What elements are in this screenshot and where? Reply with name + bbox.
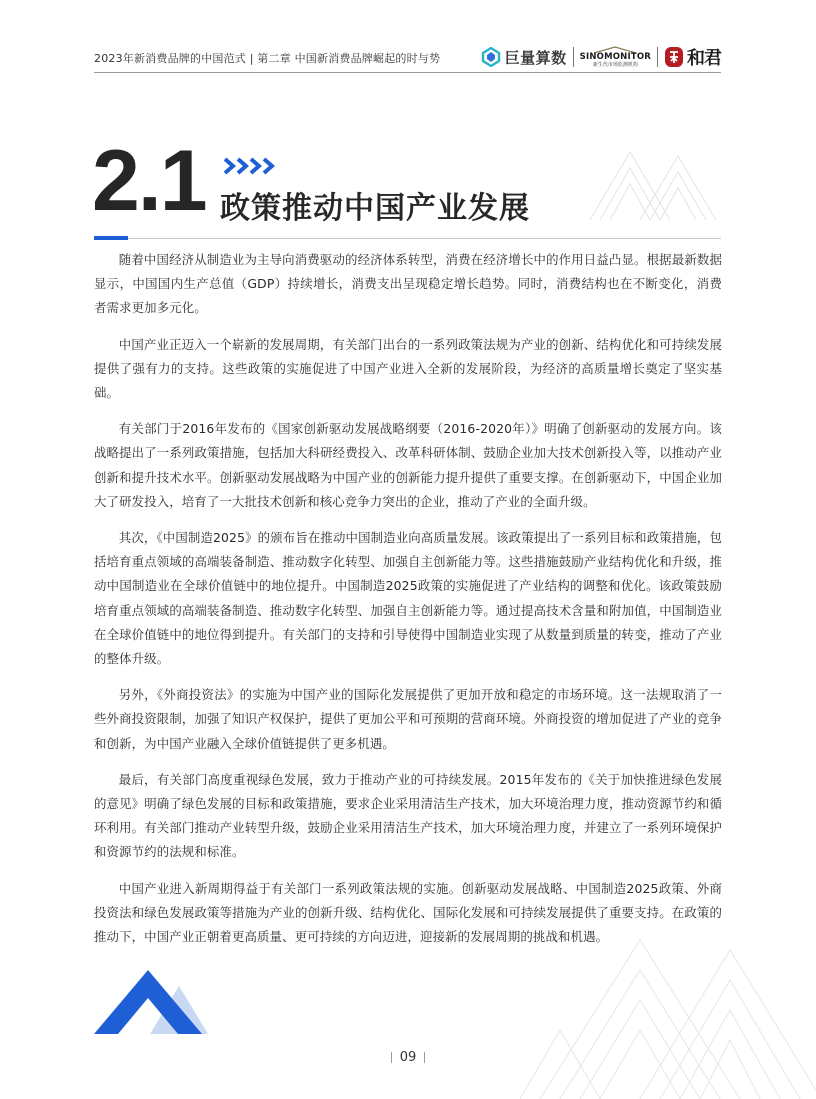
chevron-right-icon xyxy=(222,156,276,176)
section-number: 2.1 xyxy=(92,133,206,229)
juliang-logo xyxy=(481,47,567,68)
page-number-bar xyxy=(424,1052,425,1063)
page-number xyxy=(0,1050,816,1065)
hejun-seal-icon xyxy=(664,46,684,68)
hejun-logo xyxy=(664,44,721,70)
mountain-logo-icon xyxy=(94,968,214,1036)
triangle-pattern-icon xyxy=(590,150,720,230)
partner-logos xyxy=(481,44,721,70)
title-divider xyxy=(94,238,721,239)
paragraph: 中国产业正迈入一个崭新的发展周期，有关部门出台的一系列政策法规为产业的创新、结构优化和可持续发展提供了强有力的支持。这些政策的实施促进了中国产业进入全新的发展阶段，为经济的高质量增长奠定了坚实基础。 xyxy=(94,336,722,401)
sinomonitor-logo-text: SINOMONITOR xyxy=(579,51,651,62)
sinomonitor-logo-subtext: 新生代市场监测机构 xyxy=(592,62,638,69)
logo-divider xyxy=(573,47,574,67)
paragraph: 最后，有关部门高度重视绿色发展，致力于推动产业的可持续发展。2015年发布的《关于加快推进绿色发展的意见》明确了绿色发展的目标和政策措施，要求企业采用清洁生产技术，加大环境治理力度，推动资源节约和循环利用。有关部门推动产业转型升级，鼓励企业采用清洁生产技术，加大环境治理力度，并建立了一系列环境保护和资源节约的法规和标准。 xyxy=(94,771,722,860)
sinomonitor-logo xyxy=(580,46,651,69)
title-accent-bar xyxy=(94,236,128,240)
paragraph: 另外，《外商投资法》的实施为中国产业的国际化发展提供了更加开放和稳定的市场环境。这一法规取消了一些外商投资限制，加强了知识产权保护，提供了更加公平和可预期的营商环境。外商投资的增加促进了产业的竞争和创新，为中国产业融入全球价值链提供了更多机遇。 xyxy=(94,687,722,751)
article-body xyxy=(94,248,722,961)
page-number-text: 09 xyxy=(399,1050,417,1065)
logo-divider xyxy=(657,47,658,67)
juliang-logo-icon xyxy=(481,47,501,67)
header-divider xyxy=(94,72,721,73)
paragraph: 有关部门于2016年发布的《国家创新驱动发展战略纲要（2016-2020年）》明确了创新驱动的发展方向。该战略提出了一系列政策措施，包括加大科研经费投入、改革科研体制、鼓励企业加大技术创新投入等，以推动产业创新和提升技术水平。创新驱动发展战略为中国产业的创新能力提升提供了重要支撑。在创新驱动下，中国企业加大了研发投入，培育了一大批技术创新和核心竞争力突出的企业，推动了产业的全面升级。 xyxy=(94,421,722,509)
hejun-logo-text: 和君 xyxy=(687,48,721,69)
section-title: 政策推动中国产业发展 xyxy=(220,191,530,226)
running-header-title: 2023年新消费品牌的中国范式 | 第二章 中国新消费品牌崛起的时与势 xyxy=(94,52,441,65)
triangle-pattern-icon xyxy=(520,930,816,1099)
page-header xyxy=(0,0,816,76)
juliang-logo-text: 巨量算数 xyxy=(504,48,567,67)
paragraph: 其次，《中国制造2025》的颁布旨在推动中国制造业向高质量发展。该政策提出了一系列目标和政策措施，包括培育重点领域的高端装备制造、推动数字化转型、加强自主创新能力等。这些措施鼓励产业结构优化和升级，推动中国制造业在全球价值链中的地位提升。中国制造2025政策的实施促进了产业结构的调整和优化。该政策鼓励培育重点领域的高端装备制造、推动数字化转型、加强自主创新能力等。通过提高技术含量和附加值，中国制造业在全球价值链中的地位得到提升。有关部门的支持和引导使得中国制造业实现了从数量到质量的转变，推动了产业的整体升级。 xyxy=(94,530,722,667)
paragraph: 随着中国经济从制造业为主导向消费驱动的经济体系转型，消费在经济增长中的作用日益凸显。根据最新数据显示，中国国内生产总值（GDP）持续增长，消费支出呈现稳定增长趋势。同时，消费结构也在不断变化，消费者需求更加多元化。 xyxy=(94,252,722,316)
page-number-bar xyxy=(391,1052,392,1063)
paragraph: 中国产业进入新周期得益于有关部门一系列政策法规的实施。创新驱动发展战略、中国制造2025政策、外商投资法和绿色发展政策等措施为产业的创新升级、结构优化、国际化发展和可持续发展提供了重要支持。在政策的推动下，中国产业正朝着更高质量、更可持续的方向迈进，迎接新的发展周期的挑战和机遇。 xyxy=(94,880,722,945)
